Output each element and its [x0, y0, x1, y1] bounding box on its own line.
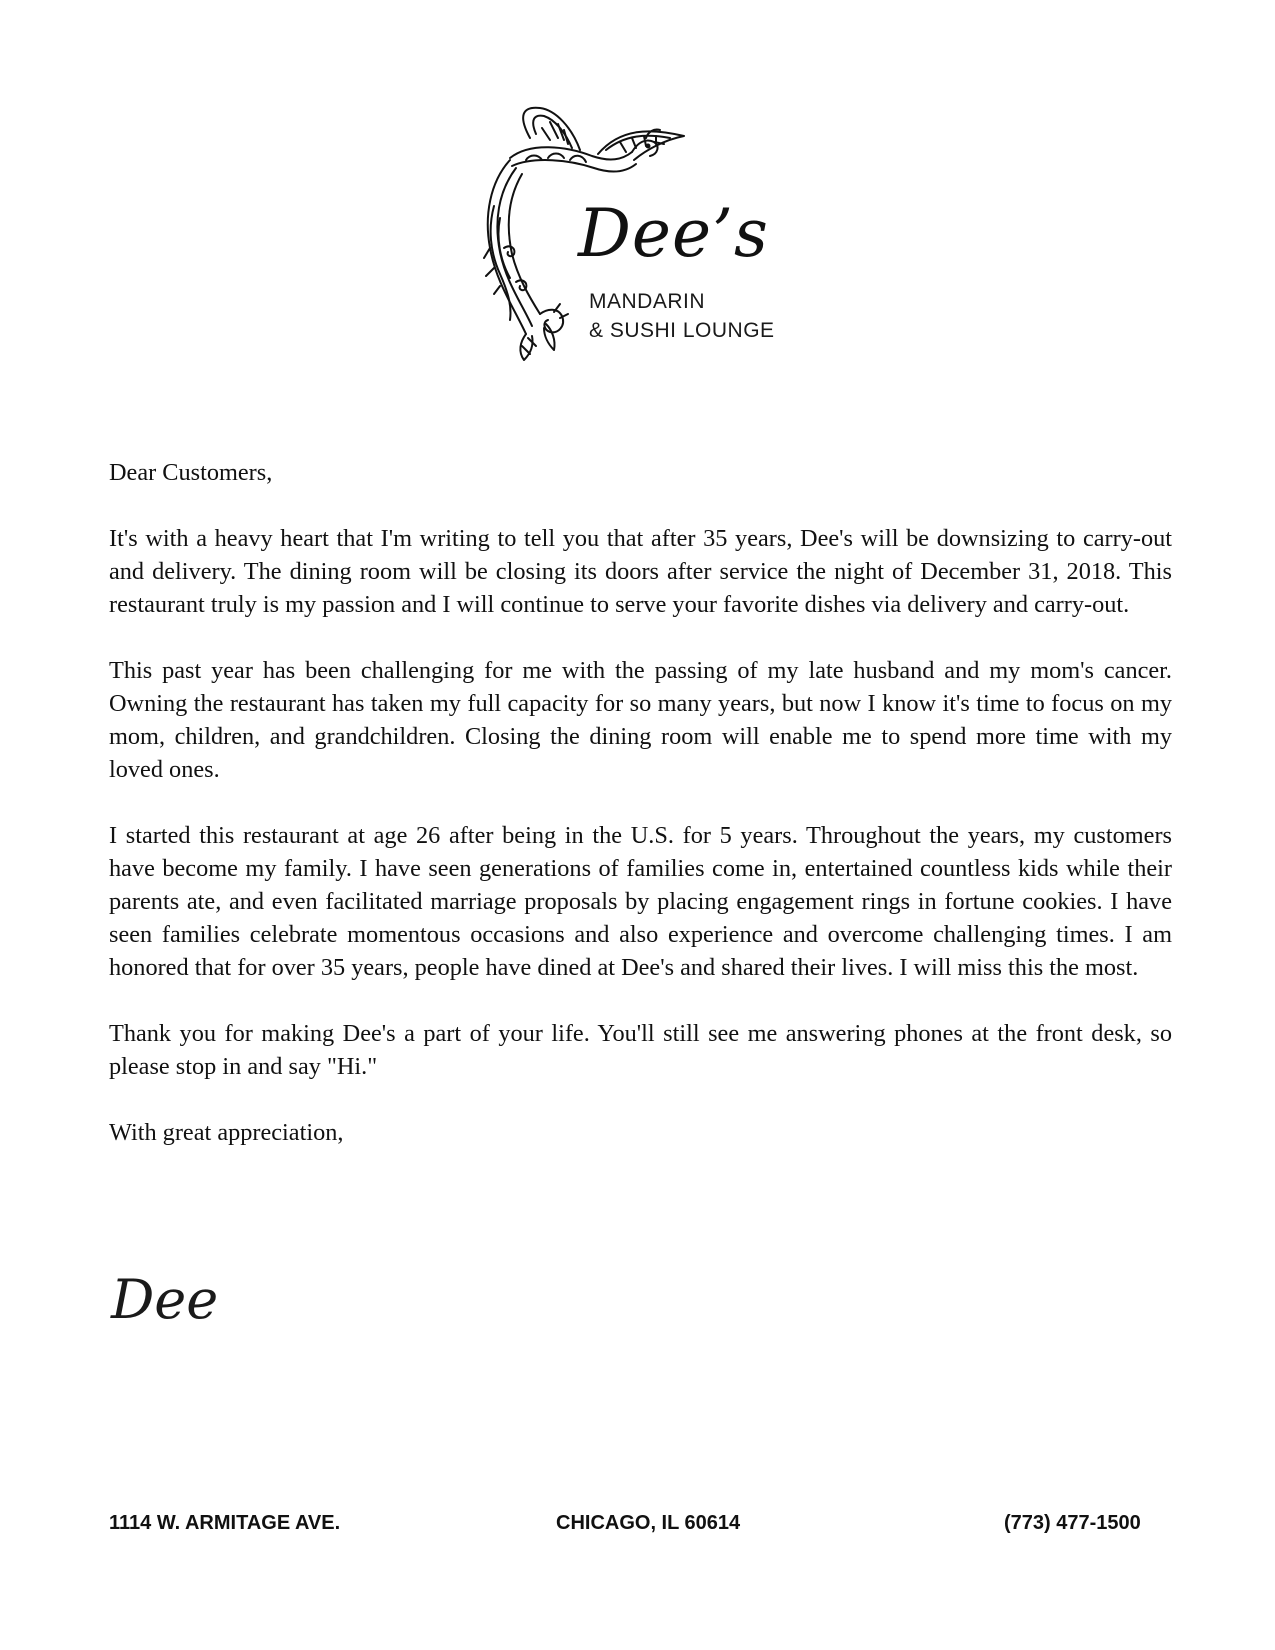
logo-tagline-line2: & SUSHI LOUNGE: [589, 319, 775, 342]
paragraph-2: This past year has been challenging for me with the passing of my late husband and my mom's cancer. Owning the restaurant has taken my full capacity for so many years, but now I know it's time to focus on my mom, children, and grandchildren. Closing the dining room will enable me to spend more time with my loved ones.: [109, 657, 1172, 783]
logo-tagline-line1: MANDARIN: [589, 290, 706, 313]
footer-address: 1114 W. ARMITAGE AVE.: [109, 1512, 341, 1534]
salutation: Dear Customers,: [109, 459, 273, 486]
paragraph-3: I started this restaurant at age 26 after being in the U.S. for 5 years. Throughout the years, my customers have become my family. I have seen generations of families come in, entertained countless kids while their parents ate, and even facilitated marriage proposals by placing engagement rings in fortune cookies. I have seen families celebrate momentous occasions and also experience and overcome challenging times. I am honored that for over 35 years, people have dined at Dee's and shared their lives. I will miss this the most.: [109, 822, 1172, 981]
footer-phone: (773) 477-1500: [1004, 1512, 1141, 1534]
footer-city: CHICAGO, IL 60614: [556, 1512, 741, 1534]
closing: With great appreciation,: [109, 1119, 344, 1146]
restaurant-logo: [470, 98, 790, 368]
signature: Dee: [111, 1268, 219, 1331]
logo-script-name: Dee’s: [578, 195, 769, 272]
paragraph-4: Thank you for making Dee's a part of your life. You'll still see me answering phones at the front desk, so please stop in and say "Hi.": [109, 1020, 1172, 1080]
paragraph-1: It's with a heavy heart that I'm writing to tell you that after 35 years, Dee's will be downsizing to carry-out and delivery. The dining room will be closing its doors after service the night of December 31, 2018. This restaurant truly is my passion and I will continue to serve your favorite dishes via delivery and carry-out.: [109, 525, 1172, 618]
letter-body: [109, 456, 1172, 1182]
